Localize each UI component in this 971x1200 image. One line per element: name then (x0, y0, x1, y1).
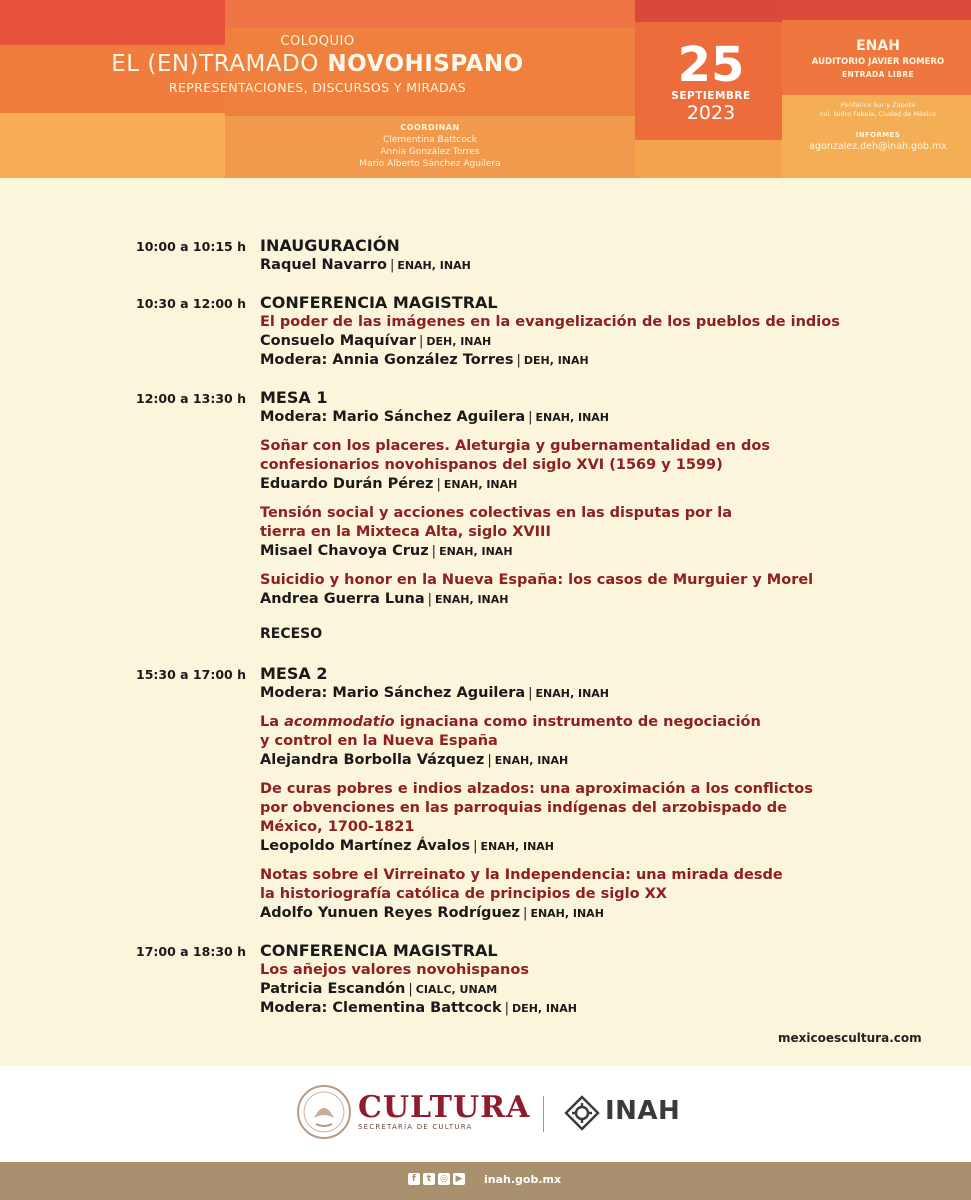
talk-title (260, 780, 900, 837)
speaker-name: Patricia Escandón (260, 981, 406, 997)
event-type: COLOQUIO (280, 34, 355, 49)
talk-title (260, 713, 900, 751)
talk-title: Suicidio y honor en la Nueva España: los casos de Murguier y Morel (260, 572, 814, 588)
break-label: RECESO (260, 626, 323, 642)
inah-wordmark: INAH (605, 1096, 681, 1126)
address-line: col. Isidro Fabela, Ciudad de México (819, 110, 937, 118)
session-time: 12:00 a 13:30 h (136, 391, 246, 406)
venue-entry: ENTRADA LIBRE (841, 70, 915, 79)
title-part1: EL (EN)TRAMADO (111, 51, 319, 77)
speaker: Misael Chavoya Cruz | ENAH, INAH (260, 543, 513, 559)
national-seal-icon (296, 1084, 352, 1140)
moderator-affiliation: ENAH, INAH (535, 411, 610, 424)
moderator-affiliation: DEH, INAH (512, 1002, 577, 1015)
session-time: 15:30 a 17:00 h (136, 667, 246, 682)
social-url[interactable]: inah.gob.mx (484, 1173, 562, 1186)
talk-line (260, 713, 900, 732)
date-day: 25 (677, 37, 745, 93)
decor-block (782, 0, 971, 20)
decor-block (635, 0, 782, 22)
talk-line: México, 1700-1821 (260, 819, 415, 835)
speaker: Patricia Escandón | CIALC, UNAM (260, 981, 498, 997)
venue-auditorium: AUDITORIO JAVIER ROMERO (811, 57, 945, 67)
session-title: MESA 1 (260, 388, 328, 407)
talk-line: De curas pobres e indios alzados: una aproximación a los conflictos (260, 781, 813, 797)
decor-block (635, 140, 782, 178)
speaker-affiliation: ENAH, INAH (435, 593, 509, 606)
speaker: Alejandra Borbolla Vázquez | ENAH, INAH (260, 752, 569, 768)
speaker-affiliation: DEH, INAH (426, 335, 492, 348)
decor-block (0, 113, 225, 178)
moderator-name: Modera: Mario Sánchez Aguilera (260, 409, 526, 425)
speaker-affiliation: ENAH, INAH (480, 840, 555, 853)
session-keynote-1 (0, 293, 971, 370)
talk-text: ignaciana como instrumento de negociación (394, 714, 761, 730)
social-icons (408, 1173, 465, 1185)
talk-title (260, 866, 900, 904)
coordinator: Clementina Battcock (383, 135, 477, 145)
talk-title (260, 437, 900, 475)
speaker-name: Eduardo Durán Pérez (260, 476, 434, 492)
info-label: INFORMES (855, 131, 901, 139)
moderator-name: Modera: Annia González Torres (260, 352, 514, 368)
moderator: Modera: Clementina Battcock | DEH, INAH (260, 1000, 577, 1016)
speaker-name: Consuelo Maquívar (260, 333, 416, 349)
talk-line: tierra en la Mixteca Alta, siglo XVIII (260, 524, 551, 540)
session-title: CONFERENCIA MAGISTRAL (260, 941, 498, 960)
venue-institution: ENAH (856, 38, 900, 54)
date-month: SEPTIEMBRE (671, 90, 751, 102)
event-date (640, 37, 782, 124)
speaker: Raquel Navarro | ENAH, INAH (260, 257, 471, 273)
speaker-affiliation: ENAH, INAH (439, 545, 513, 558)
speaker: Adolfo Yunuen Reyes Rodríguez | ENAH, INAH (260, 905, 604, 921)
session-title: CONFERENCIA MAGISTRAL (260, 293, 498, 312)
speaker-name: Leopoldo Martínez Ávalos (260, 838, 471, 854)
talk-text-italic: acommodatio (284, 714, 395, 730)
inah-emblem-icon (563, 1094, 601, 1132)
cultura-logo (358, 1090, 530, 1131)
talk-line: y control en la Nueva España (260, 733, 498, 749)
event-subtitle: REPRESENTACIONES, DISCURSOS Y MIRADAS (168, 80, 467, 95)
moderator: Modera: Mario Sánchez Aguilera | ENAH, INAH (260, 409, 610, 425)
decor-block (225, 0, 635, 28)
title-part2: NOVOHISPANO (327, 51, 524, 77)
session-title: INAUGURACIÓN (260, 236, 400, 255)
speaker-name: Misael Chavoya Cruz (260, 543, 429, 559)
moderator-affiliation: ENAH, INAH (535, 687, 610, 700)
venue-address (785, 101, 971, 119)
talk-line: Notas sobre el Virreinato y la Independencia: una mirada desde (260, 867, 783, 883)
session-keynote-2 (0, 941, 971, 1018)
cultura-wordmark: CULTURA (358, 1090, 531, 1125)
moderator-name: Modera: Mario Sánchez Aguilera (260, 685, 526, 701)
session-mesa-2 (0, 664, 971, 923)
session-title: MESA 2 (260, 664, 328, 683)
speaker-affiliation: ENAH, INAH (397, 259, 471, 272)
twitter-icon[interactable]: t (423, 1173, 435, 1185)
talk-title (260, 504, 900, 542)
session-time: 10:30 a 12:00 h (136, 296, 246, 311)
session-time: 10:00 a 10:15 h (136, 239, 246, 254)
talk-line: Tensión social y acciones colectivas en las disputas por la (260, 505, 733, 521)
social-bar (0, 1162, 971, 1200)
moderator: Modera: Mario Sánchez Aguilera | ENAH, INAH (260, 685, 610, 701)
talk-line: por obvenciones en las parroquias indígenas del arzobispado de (260, 800, 788, 816)
date-year: 2023 (686, 102, 736, 124)
info-email[interactable]: agonzalez.deh@inah.gob.mx (809, 141, 947, 152)
coordinator: Annia González Torres (380, 147, 480, 157)
address-line: Periférico Sur y Zapote (840, 101, 916, 109)
speaker-name: Raquel Navarro (260, 257, 387, 273)
logo-divider (543, 1096, 544, 1132)
break (0, 625, 971, 644)
instagram-icon[interactable]: ◎ (438, 1173, 450, 1185)
speaker: Leopoldo Martínez Ávalos | ENAH, INAH (260, 838, 555, 854)
speaker-name: Adolfo Yunuen Reyes Rodríguez (260, 905, 521, 921)
coordinators-block (225, 122, 635, 170)
event-title (0, 51, 635, 77)
session-mesa-1 (0, 388, 971, 609)
talk-line: confesionarios novohispanos del siglo XVI (1569 y 1599) (260, 457, 723, 473)
speaker: Eduardo Durán Pérez | ENAH, INAH (260, 476, 518, 492)
talk-line: Soñar con los placeres. Aleturgia y gubernamentalidad en dos (260, 438, 770, 454)
cultura-subtitle: SECRETARÍA DE CULTURA (358, 1123, 473, 1131)
facebook-icon[interactable]: f (408, 1173, 420, 1185)
speaker-affiliation: ENAH, INAH (443, 478, 518, 491)
coordinators-label: COORDINAN (400, 123, 460, 132)
moderator-affiliation: DEH, INAH (523, 354, 589, 367)
moderator-name: Modera: Clementina Battcock (260, 1000, 502, 1016)
speaker-affiliation: ENAH, INAH (530, 907, 604, 920)
event-title-block (0, 34, 635, 95)
speaker: Consuelo Maquívar | DEH, INAH (260, 333, 492, 349)
moderator: Modera: Annia González Torres | DEH, INAH (260, 352, 589, 368)
header-banner (0, 0, 971, 178)
program-schedule (0, 236, 971, 1036)
talk-title: El poder de las imágenes en la evangelización de los pueblos de indios (260, 314, 840, 330)
session-inauguration (0, 236, 971, 275)
talk-title: Los añejos valores novohispanos (260, 962, 529, 978)
speaker-name: Andrea Guerra Luna (260, 591, 425, 607)
coordinator: Mario Alberto Sánchez Aguilera (359, 159, 501, 169)
website-link[interactable]: mexicoescultura.com (778, 1031, 922, 1045)
speaker: Andrea Guerra Luna | ENAH, INAH (260, 591, 509, 607)
talk-text: La (260, 714, 285, 730)
speaker-name: Alejandra Borbolla Vázquez (260, 752, 485, 768)
venue-block (785, 38, 971, 152)
youtube-icon[interactable]: ▶ (453, 1173, 465, 1185)
logo-strip (0, 1066, 971, 1162)
session-time: 17:00 a 18:30 h (136, 944, 246, 959)
speaker-affiliation: CIALC, UNAM (415, 983, 498, 996)
speaker-affiliation: ENAH, INAH (494, 754, 569, 767)
talk-line: la historiografía católica de principios de siglo XX (260, 886, 667, 902)
